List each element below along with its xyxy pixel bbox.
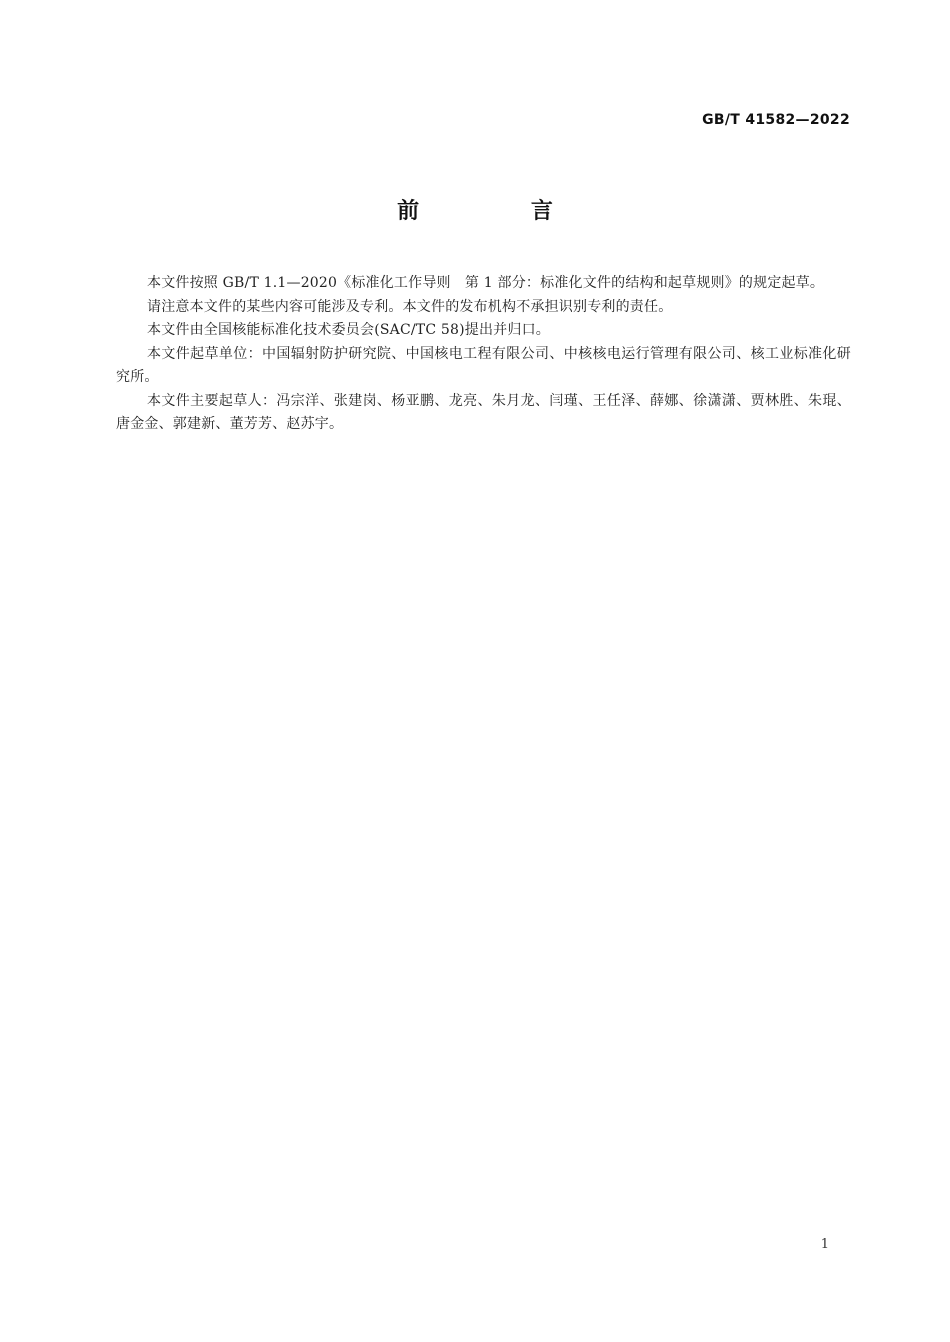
page-number: 1 xyxy=(820,1237,829,1252)
page-title: 前 言 xyxy=(397,199,605,224)
paragraph-drafting-units: 本文件起草单位：中国辐射防护研究院、中国核电工程有限公司、中核核电运行管理有限公司、核工业标准化研究所。 xyxy=(116,345,851,385)
paragraph-drafters: 本文件主要起草人：冯宗洋、张建岗、杨亚鹏、龙亮、朱月龙、闫瑾、王任泽、薛娜、徐潇潇、贾林胜、朱琨、唐金金、郭建新、董芳芳、赵苏宇。 xyxy=(116,392,851,432)
paragraph-patent-notice: 请注意本文件的某些内容可能涉及专利。本文件的发布机构不承担识别专利的责任。 xyxy=(147,298,673,315)
paragraph-drafting-rules: 本文件按照 GB/T 1.1—2020《标准化工作导则 第 1 部分：标准化文件的结构和起草规则》的规定起草。 xyxy=(147,275,825,291)
standard-code: GB/T 41582—2022 xyxy=(702,112,850,128)
foreword-body xyxy=(116,272,851,437)
paragraph-proposer: 本文件由全国核能标准化技术委员会(SAC/TC 58)提出并归口。 xyxy=(147,322,550,338)
